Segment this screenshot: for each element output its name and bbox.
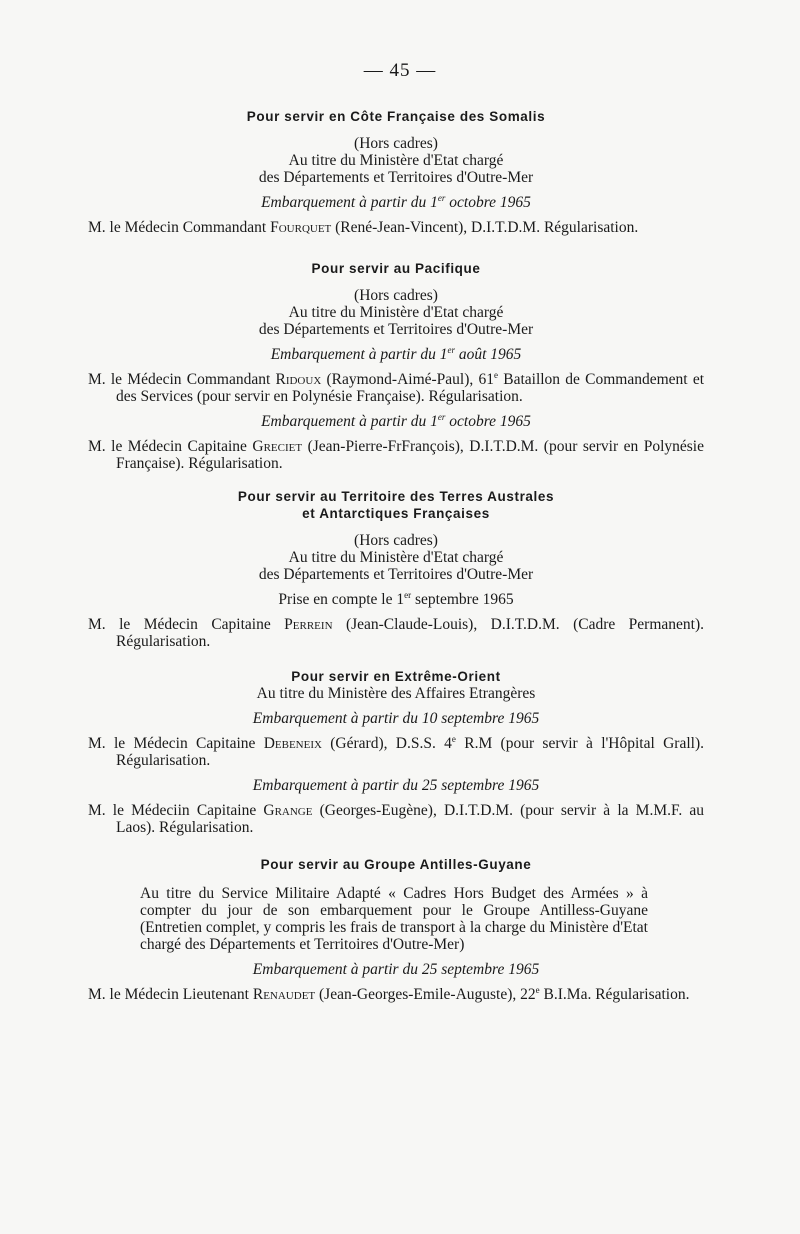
section-heading: Pour servir en Extrême-Orient [291, 669, 501, 684]
page-number: — 45 — [363, 60, 437, 81]
section-cote-francaise-somalis [88, 108, 704, 236]
section-antilles-guyane [88, 856, 704, 1003]
hors-cadres-line: (Hors cadres) [354, 287, 438, 304]
embarquement-line: Embarquement à partir du 1er août 1965 [270, 344, 522, 363]
section-heading: Pour servir au Pacifique [311, 261, 481, 276]
entry-perrein: M. le Médecin Capitaine Perrein (Jean-Claude-Louis), D.I.T.D.M. (Cadre Permanent). Régularisation. [88, 616, 704, 650]
embarquement-line: Embarquement à partir du 1er octobre 1965 [261, 411, 531, 430]
section-heading-line-1: Pour servir au Territoire des Terres Australes [237, 489, 555, 504]
embarquement-line: Embarquement à partir du 10 septembre 1965 [252, 710, 540, 727]
section-heading: Pour servir au Groupe Antilles-Guyane [260, 857, 532, 872]
section-heading-line-2: et Antarctiques Françaises [302, 506, 490, 521]
hors-cadres-line: (Hors cadres) [354, 135, 438, 152]
entry-debeneix: M. le Médecin Capitaine Debeneix (Gérard), D.S.S. 4e R.M (pour servir à l'Hôpital Grall). Régularisation. [88, 733, 704, 769]
embarquement-line: Embarquement à partir du 25 septembre 1965 [252, 777, 540, 794]
ministere-line: Au titre du Ministère d'Etat chargé [288, 304, 504, 321]
affaires-etrangeres-line: Au titre du Ministère des Affaires Etrangères [256, 685, 536, 702]
hors-cadres-line: (Hors cadres) [354, 532, 438, 549]
entry-fourquet: M. le Médecin Commandant Fourquet (René-Jean-Vincent), D.I.T.D.M. Régularisation. [88, 219, 639, 236]
section-extreme-orient [88, 668, 704, 836]
section-heading: Pour servir en Côte Française des Somalis [246, 109, 546, 124]
departements-line: des Départements et Territoires d'Outre-Mer [258, 321, 534, 338]
embarquement-line: Embarquement à partir du 1er octobre 1965 [261, 192, 531, 211]
section-pacifique [88, 260, 704, 472]
entry-grange: M. le Médeciin Capitaine Grange (Georges-Eugène), D.I.T.D.M. (pour servir à la M.M.F. au Laos). Régularisation. [88, 802, 705, 836]
service-militaire-note: Au titre du Service Militaire Adapté « Cadres Hors Budget des Armées » à compter du jour de son embarquement pour le Groupe Antilless-Guyane (Entretien complet, y compris les frais de transport à la charge du Ministère d'Etat chargé des Départements et Territoires d'Outre-Mer) [140, 885, 648, 953]
prise-en-compte-line: Prise en compte le 1er septembre 1965 [278, 589, 514, 608]
departements-line: des Départements et Territoires d'Outre-Mer [258, 169, 534, 186]
embarquement-line: Embarquement à partir du 25 septembre 1965 [252, 961, 540, 978]
ministere-line: Au titre du Ministère d'Etat chargé [288, 152, 504, 169]
entry-renaudet: M. le Médecin Lieutenant Renaudet (Jean-Georges-Emile-Auguste), 22e B.I.Ma. Régularisation. [88, 984, 690, 1003]
entry-ridoux: M. le Médecin Commandant Ridoux (Raymond-Aimé-Paul), 61e Bataillon de Commandement et des Services (pour servir en Polynésie Française). Régularisation. [88, 369, 705, 405]
section-terres-australes [88, 488, 704, 650]
ministere-line: Au titre du Ministère d'Etat chargé [288, 549, 504, 566]
departements-line: des Départements et Territoires d'Outre-Mer [258, 566, 534, 583]
entry-greciet: M. le Médecin Capitaine Greciet (Jean-Pierre-FrFrançois), D.I.T.D.M. (pour servir en Polynésie Française). Régularisation. [88, 438, 704, 472]
